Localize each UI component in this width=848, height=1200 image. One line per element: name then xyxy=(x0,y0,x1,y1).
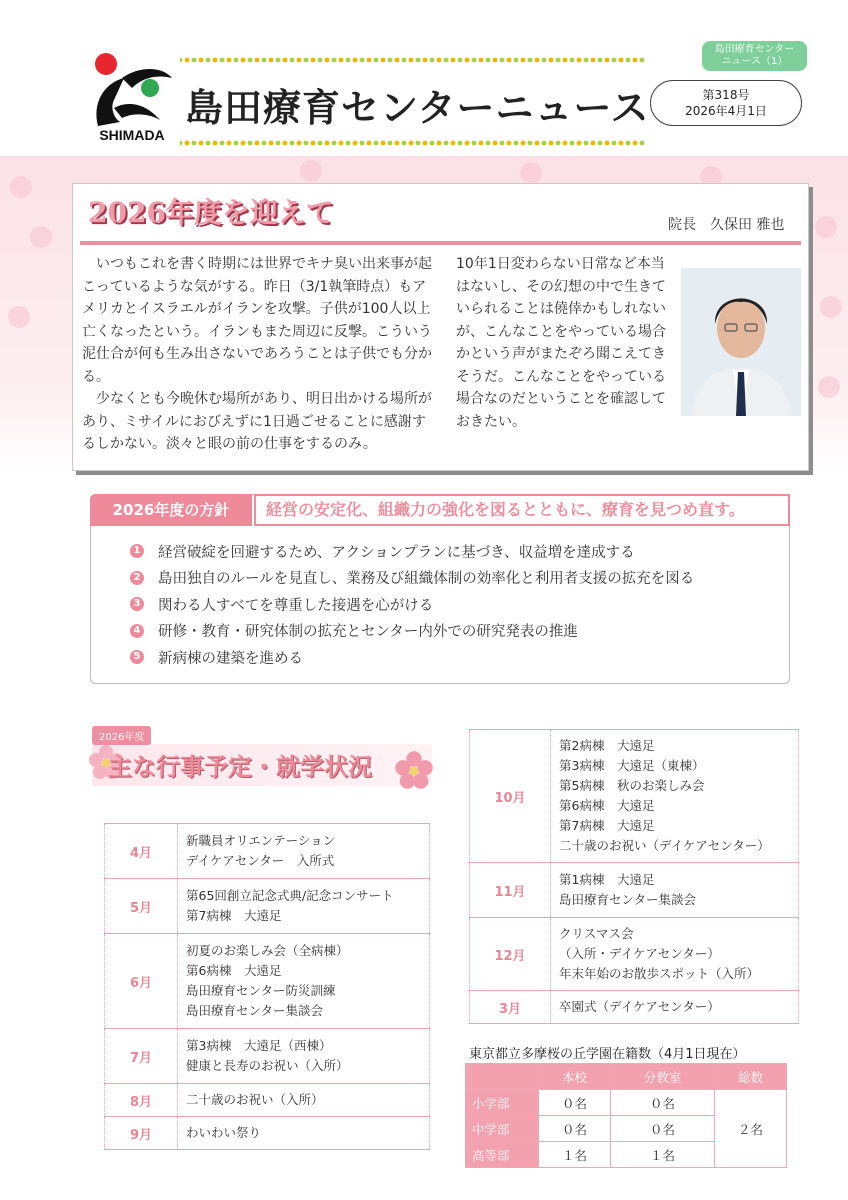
event-item: わいわい祭り xyxy=(186,1125,262,1140)
event-item: 島田療育センター防災訓練 xyxy=(186,983,336,998)
enrollment-total: ２名 xyxy=(715,1090,787,1168)
greeting-column-2: 10年1日変わらない日常など本当はないし、その幻想の中で生きていられることは僥倖かもしれないが、こんなことをやっている場合かという声がまたぞろ聞こえてきそうだ。こんなことをやっている場合なのだということを確認しておきたい。 xyxy=(456,256,666,430)
event-item: 年末年始のお散歩スポット（入所） xyxy=(559,966,760,981)
policy-item xyxy=(130,538,694,565)
greeting-author: 院長 久保田 雅也 xyxy=(668,217,785,233)
events-table-right xyxy=(469,729,799,1024)
event-month: 7月 xyxy=(105,1029,178,1084)
event-month: 12月 xyxy=(470,918,551,991)
enrollment-table xyxy=(465,1063,787,1168)
event-item: 第6病棟 大遠足 xyxy=(186,963,282,978)
policy-number-icon: 2 xyxy=(130,571,144,585)
event-items xyxy=(178,934,430,1029)
blossom-decoration xyxy=(520,162,542,184)
event-items xyxy=(178,824,430,879)
greeting-paragraph: いつもこれを書く時期には世界でキナ臭い出来事が起こっているような気がする。昨日（3/1執筆時点）もアメリカとイスラエルがイランを攻撃。子供が100人以上亡くなったという。イランもまた周辺に反撃。こういう泥仕合が何も生み出さないであろうことは子供でも分かる。 xyxy=(82,256,432,385)
greeting-paragraph: 少なくとも今晩休む場所があり、明日出かける場所があり、ミサイルにおびえずに1日過ごせることに感謝するしかない。淡々と眼の前の仕事をするのみ。 xyxy=(82,391,432,452)
greeting-column-1 xyxy=(82,253,438,456)
policy-text: 関わる人すべてを尊重した接遇を心がける xyxy=(158,597,434,614)
enrollment-header: 総数 xyxy=(715,1064,787,1090)
series-badge xyxy=(702,41,807,71)
events-year-badge: 2026年度 xyxy=(92,726,151,745)
event-item: 健康と長寿のお祝い（入所） xyxy=(186,1058,349,1073)
newsletter-title: 島田療育センターニュース xyxy=(185,86,650,130)
event-item: 新職員オリエンテーション xyxy=(186,833,336,848)
event-month: 8月 xyxy=(105,1084,178,1117)
event-items xyxy=(551,863,799,918)
event-month: 9月 xyxy=(105,1117,178,1150)
greeting-title: 2026年度を迎えて xyxy=(88,196,334,229)
event-items xyxy=(178,1029,430,1084)
policy-item xyxy=(130,565,694,592)
policy-number-icon: 5 xyxy=(130,650,144,664)
enrollment-row-label: 高等部 xyxy=(466,1142,539,1168)
event-item: 第3病棟 大遠足（西棟） xyxy=(186,1038,332,1053)
director-photo xyxy=(681,268,801,416)
event-row xyxy=(105,824,430,879)
event-item: 島田療育センター集談会 xyxy=(559,892,697,907)
event-item: 第7病棟 大遠足 xyxy=(186,908,282,923)
event-row xyxy=(470,863,799,918)
events-title: 主な行事予定・就学状況 xyxy=(108,752,372,781)
greeting-rule xyxy=(80,241,801,245)
event-row xyxy=(470,991,799,1024)
policy-item xyxy=(130,591,694,618)
event-item: 第2病棟 大遠足 xyxy=(559,738,655,753)
dotted-divider-top xyxy=(180,57,645,63)
event-items xyxy=(551,991,799,1024)
enrollment-header: 分教室 xyxy=(610,1064,714,1090)
event-item: 二十歳のお祝い（デイケアセンター） xyxy=(559,838,770,853)
event-month: 11月 xyxy=(470,863,551,918)
event-row xyxy=(105,1029,430,1084)
logo-text: SHIMADA xyxy=(99,127,165,143)
policy-text: 新病棟の建築を進める xyxy=(158,650,303,667)
enrollment-corner xyxy=(466,1064,539,1090)
event-items xyxy=(551,730,799,863)
enrollment-cell: ０名 xyxy=(539,1116,611,1142)
enrollment-cell: ０名 xyxy=(539,1090,611,1116)
issue-date: 2026年4月1日 xyxy=(685,104,767,118)
policy-number-icon: 4 xyxy=(130,624,144,638)
event-row xyxy=(105,934,430,1029)
event-item: 第5病棟 秋のお楽しみ会 xyxy=(559,778,705,793)
blossom-decoration xyxy=(820,296,842,318)
blossom-decoration xyxy=(30,226,52,248)
enrollment-row xyxy=(466,1090,787,1116)
policy-slogan: 経営の安定化、組織力の強化を図るとともに、療育を見つめ直す。 xyxy=(254,494,790,526)
policy-number-icon: 1 xyxy=(130,544,144,558)
enrollment-row-label: 中学部 xyxy=(466,1116,539,1142)
event-month: 6月 xyxy=(105,934,178,1029)
events-table-left xyxy=(104,823,430,1150)
policy-text: 経営破綻を回避するため、アクションプランに基づき、収益増を達成する xyxy=(158,544,635,561)
shimada-logo xyxy=(84,48,180,148)
policy-text: 研修・教育・研究体制の拡充とセンター内外での研究発表の推進 xyxy=(158,624,578,641)
event-item: デイケアセンター 入所式 xyxy=(186,853,335,868)
dotted-divider-bottom xyxy=(180,140,645,146)
event-items xyxy=(178,879,430,934)
policy-label: 2026年度の方針 xyxy=(90,494,252,526)
issue-number: 第318号 xyxy=(702,88,750,102)
event-item: 第7病棟 大遠足 xyxy=(559,818,655,833)
blossom-decoration xyxy=(815,216,837,238)
enrollment-header: 本校 xyxy=(539,1064,611,1090)
event-items xyxy=(178,1117,430,1150)
issue-info xyxy=(650,80,802,126)
enrollment-title: 東京都立多摩桜の丘学園在籍数（4月1日現在） xyxy=(469,1047,746,1062)
enrollment-cell: １名 xyxy=(539,1142,611,1168)
event-item: 初夏のお楽しみ会（全病棟） xyxy=(186,943,349,958)
event-month: 3月 xyxy=(470,991,551,1024)
blossom-decoration xyxy=(10,176,32,198)
event-row xyxy=(470,730,799,863)
event-item: 第65回創立記念式典/記念コンサート xyxy=(186,888,394,903)
enrollment-cell: ０名 xyxy=(610,1116,714,1142)
event-item: 第1病棟 大遠足 xyxy=(559,872,655,887)
event-item: 二十歳のお祝い（入所） xyxy=(186,1092,324,1107)
enrollment-row-label: 小学部 xyxy=(466,1090,539,1116)
event-row xyxy=(105,1117,430,1150)
event-row xyxy=(105,879,430,934)
event-item: クリスマス会 xyxy=(559,926,634,941)
event-items xyxy=(178,1084,430,1117)
enrollment-header-row xyxy=(466,1064,787,1090)
event-item: （入所・デイケアセンター） xyxy=(559,946,720,961)
policy-item xyxy=(130,618,694,645)
event-month: 10月 xyxy=(470,730,551,863)
event-item: 島田療育センター集談会 xyxy=(186,1003,324,1018)
policy-number-icon: 3 xyxy=(130,597,144,611)
event-item: 卒園式（デイケアセンター） xyxy=(559,999,720,1014)
event-row xyxy=(105,1084,430,1117)
event-item: 第3病棟 大遠足（東棟） xyxy=(559,758,705,773)
blossom-icon xyxy=(392,748,436,792)
blossom-decoration xyxy=(8,306,30,328)
series-line2: ニュース（1） xyxy=(721,56,788,67)
blossom-decoration xyxy=(818,376,840,398)
blossom-decoration xyxy=(300,160,322,182)
enrollment-cell: ０名 xyxy=(610,1090,714,1116)
event-items xyxy=(551,918,799,991)
event-month: 5月 xyxy=(105,879,178,934)
event-row xyxy=(470,918,799,991)
series-line1: 島田療育センター xyxy=(714,44,795,55)
event-month: 4月 xyxy=(105,824,178,879)
event-item: 第6病棟 大遠足 xyxy=(559,798,655,813)
policy-item xyxy=(130,644,694,671)
policy-list xyxy=(130,538,694,671)
policy-text: 島田独自のルールを見直し、業務及び組織体制の効率化と利用者支援の拡充を図る xyxy=(158,571,695,588)
enrollment-cell: １名 xyxy=(610,1142,714,1168)
